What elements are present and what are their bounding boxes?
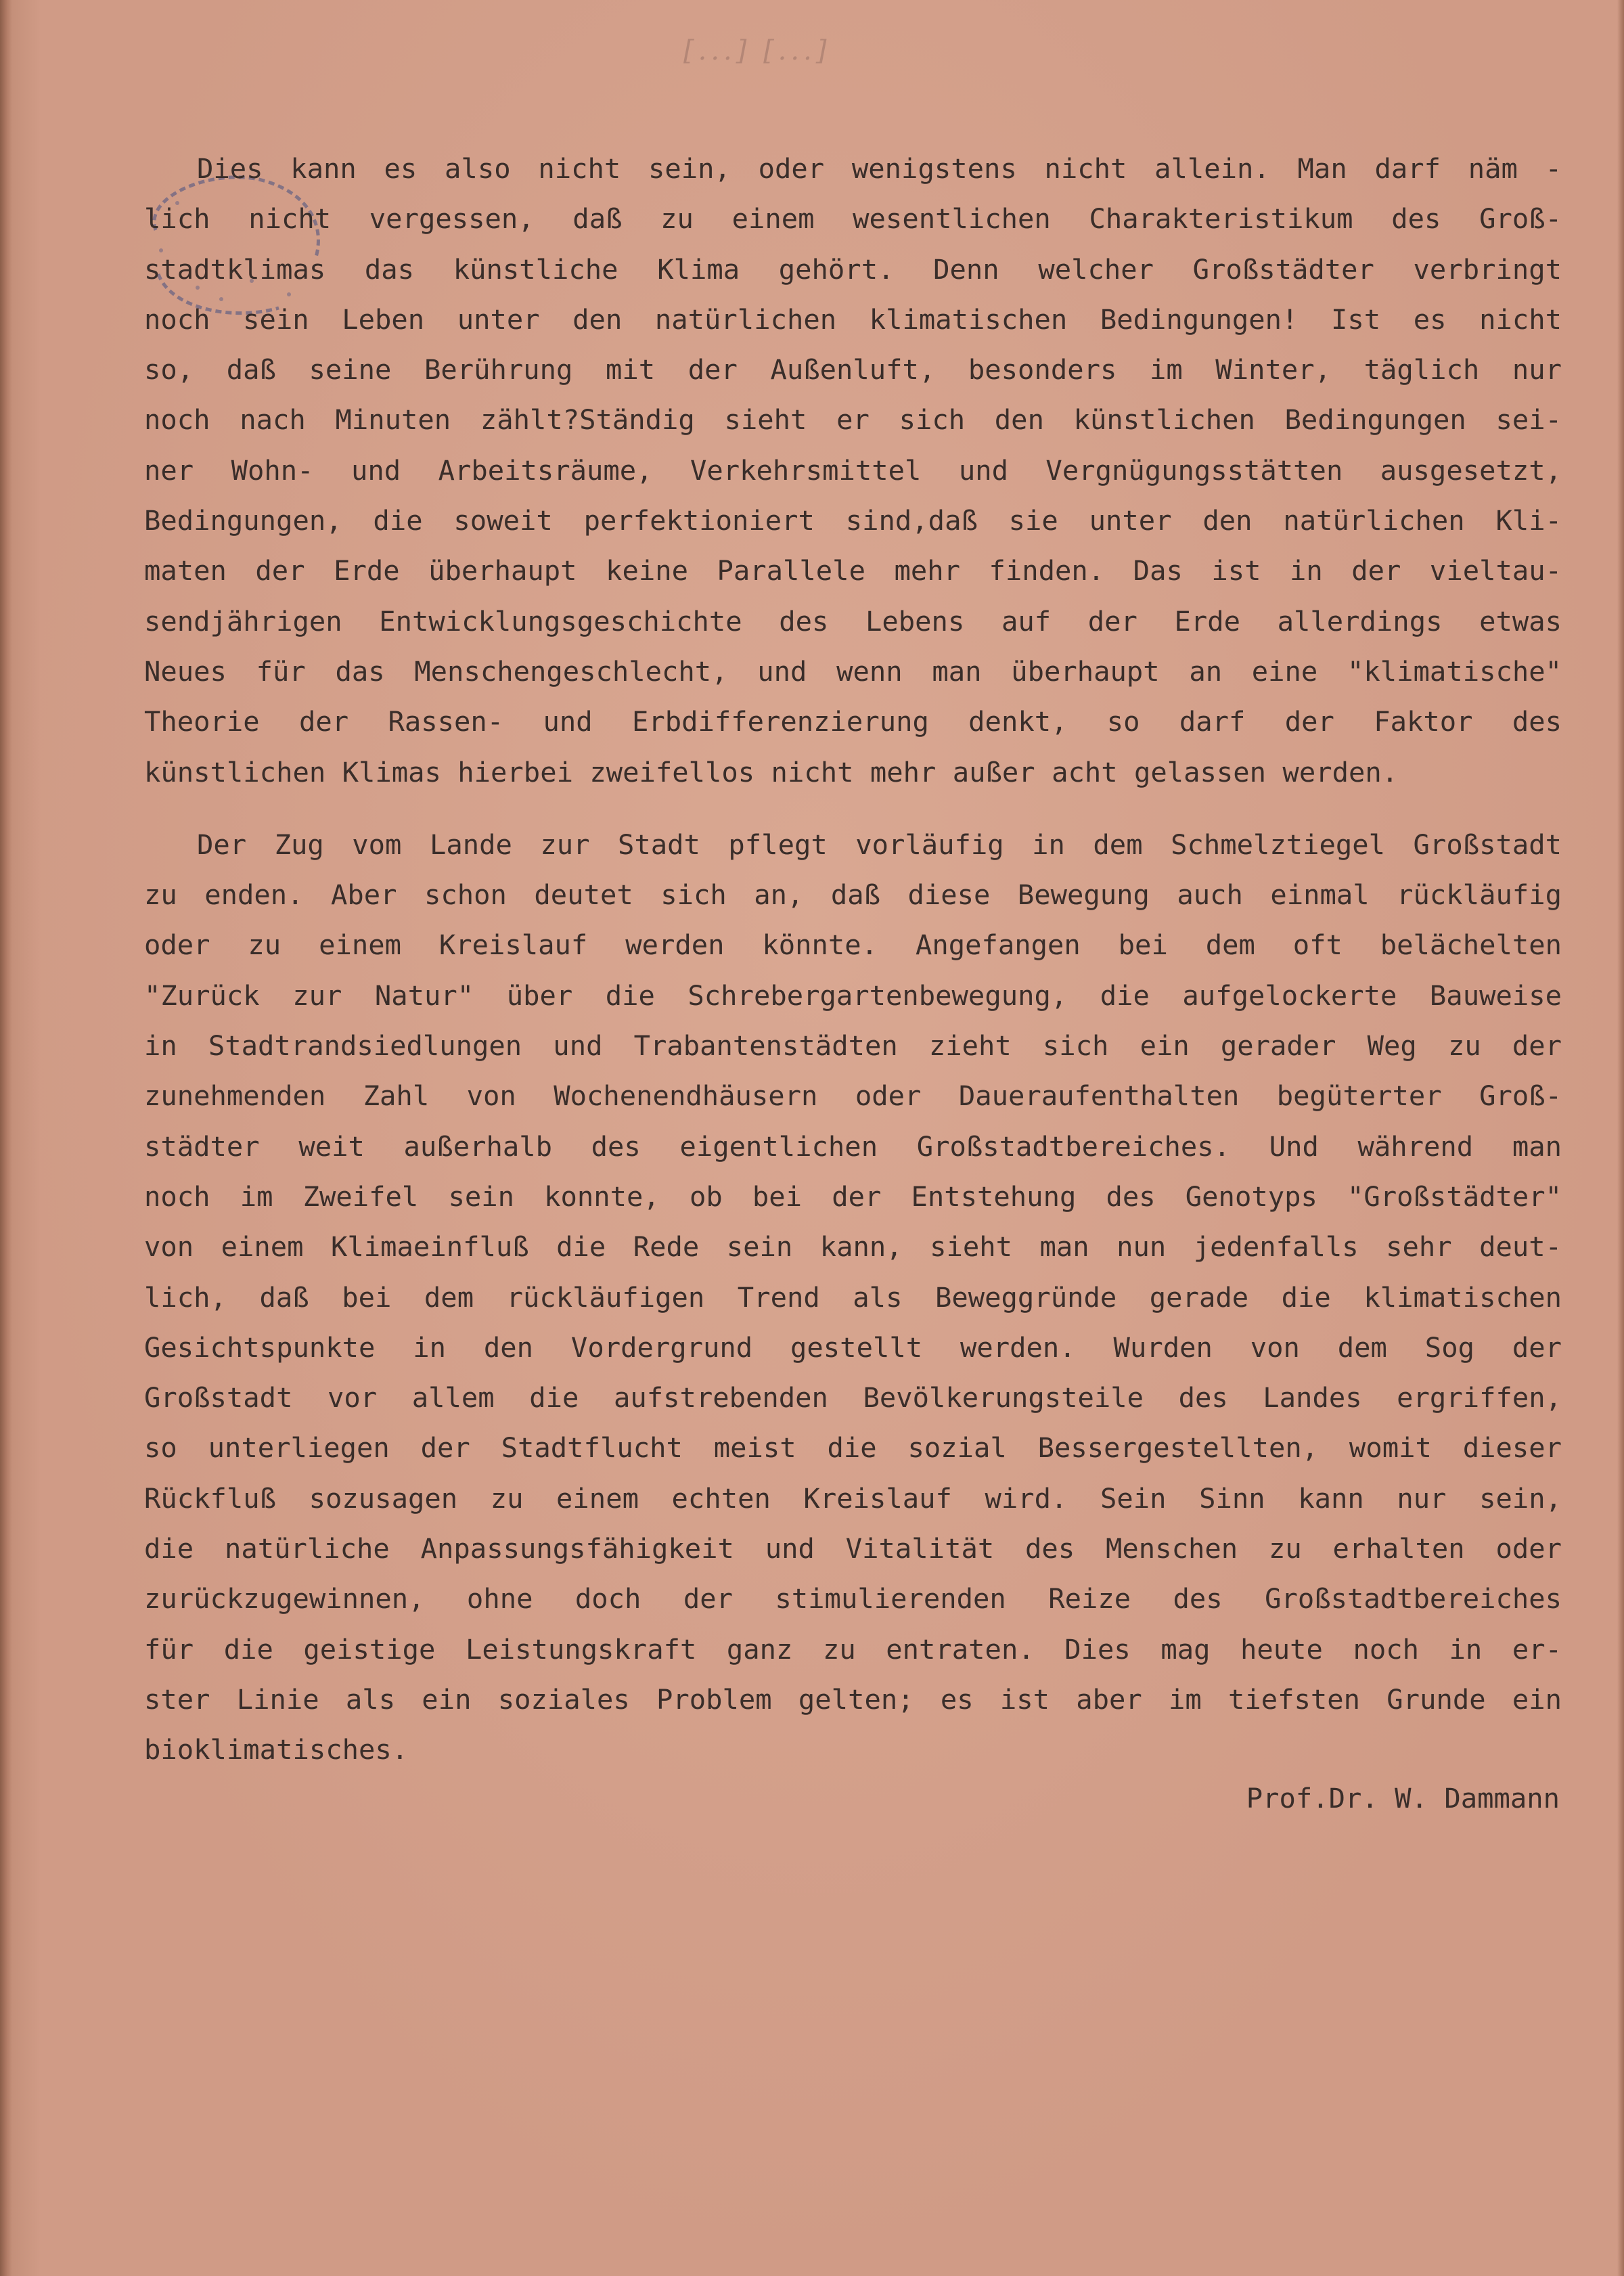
text-line: noch im Zweifel sein konnte, ob bei der Entstehung des Genotyps "Großstädter" (144, 1180, 1562, 1213)
text-line: in Stadtrandsiedlungen und Trabantenstädten zieht sich ein gerader Weg zu der (144, 1029, 1562, 1063)
text-line: ner Wohn- und Arbeitsräume, Verkehrsmittel und Vergnügungsstätten ausgesetzt, (144, 453, 1562, 487)
text-line: ster Linie als ein soziales Problem gelten; es ist aber im tiefsten Grunde ein (144, 1682, 1562, 1716)
text-line: stadtklimas das künstliche Klima gehört. Denn welcher Großstädter verbringt (144, 252, 1562, 286)
author-signature: Prof.Dr. W. Dammann (1246, 1782, 1560, 1814)
text-line: so unterliegen der Stadtflucht meist die sozial Bessergestellten, womit dieser (144, 1431, 1562, 1465)
text-line: für die geistige Leistungskraft ganz zu entraten. Dies mag heute noch in er- (144, 1632, 1562, 1666)
paragraph-1 (144, 143, 1562, 797)
paper-right-edge (1617, 0, 1624, 2276)
text-line: die natürliche Anpassungsfähigkeit und Vitalität des Menschen zu erhalten oder (144, 1532, 1562, 1565)
paragraph-2 (144, 820, 1562, 1775)
text-line: Gesichtspunkte in den Vordergrund gestellt werden. Wurden von dem Sog der (144, 1331, 1562, 1364)
text-line: künstlichen Klimas hierbei zweifellos nicht mehr außer acht gelassen werden. (144, 755, 1399, 788)
text-line: "Zurück zur Natur" über die Schrebergartenbewegung, die aufgelockerte Bauweise (144, 979, 1562, 1012)
text-line: so, daß seine Berührung mit der Außenluft, besonders im Winter, täglich nur (144, 353, 1562, 386)
text-line: maten der Erde überhaupt keine Parallele mehr finden. Das ist in der vieltau- (144, 554, 1562, 587)
body-text (144, 143, 1562, 1775)
paper-left-edge (0, 0, 12, 2276)
text-line: von einem Klimaeinfluß die Rede sein kann, sieht man nun jedenfalls sehr deut- (144, 1230, 1562, 1264)
text-line: Der Zug vom Lande zur Stadt pflegt vorläufig in dem Schmelztiegel Großstadt (197, 828, 1562, 861)
text-line: noch sein Leben unter den natürlichen klimatischen Bedingungen! Ist es nicht (144, 303, 1562, 336)
header-pencil-mark: [...] [...] (683, 35, 831, 66)
text-line: bioklimatisches. (144, 1733, 409, 1766)
text-line: Großstadt vor allem die aufstrebenden Bevölkerungsteile des Landes ergriffen, (144, 1381, 1562, 1414)
text-line: Bedingungen, die soweit perfektioniert sind,daß sie unter den natürlichen Kli- (144, 504, 1562, 537)
text-line: Rückfluß sozusagen zu einem echten Kreislauf wird. Sein Sinn kann nur sein, (144, 1481, 1562, 1515)
text-line: Dies kann es also nicht sein, oder wenigstens nicht allein. Man darf näm - (197, 152, 1562, 185)
text-line: städter weit außerhalb des eigentlichen Großstadtbereiches. Und während man (144, 1130, 1562, 1163)
text-line: sendjährigen Entwicklungsgeschichte des Lebens auf der Erde allerdings etwas (144, 604, 1562, 638)
text-line: zurückzugewinnen, ohne doch der stimulierenden Reize des Großstadtbereiches (144, 1582, 1562, 1615)
text-line: noch nach Minuten zählt?Ständig sieht er sich den künstlichen Bedingungen sei- (144, 403, 1562, 437)
text-line: oder zu einem Kreislauf werden könnte. Angefangen bei dem oft belächelten (144, 929, 1562, 962)
text-line: zu enden. Aber schon deutet sich an, daß diese Bewegung auch einmal rückläufig (144, 878, 1562, 912)
text-line: lich, daß bei dem rückläufigen Trend als Beweggründe gerade die klimatischen (144, 1280, 1562, 1314)
text-line: Theorie der Rassen- und Erbdifferenzierung denkt, so darf der Faktor des (144, 705, 1562, 738)
paragraph-spacer (144, 797, 1562, 820)
text-line: zunehmenden Zahl von Wochenendhäusern oder Daueraufenthalten begüterter Groß- (144, 1079, 1562, 1113)
text-line: Neues für das Menschengeschlecht, und wenn man überhaupt an eine "klimatische" (144, 654, 1562, 688)
text-line: lich nicht vergessen, daß zu einem wesentlichen Charakteristikum des Groß- (144, 202, 1562, 236)
